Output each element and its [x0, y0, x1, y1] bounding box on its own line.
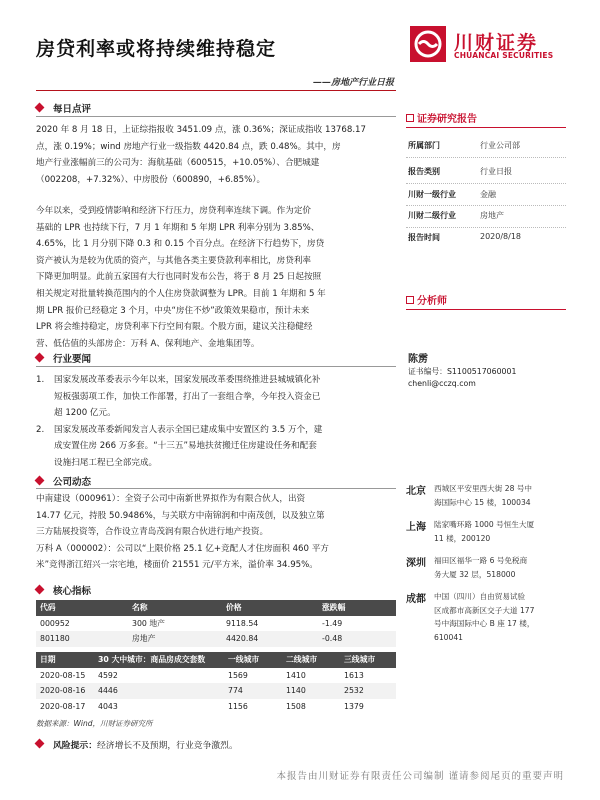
company-news-paragraph: 中南建设（000961）：全资子公司中南新世界拟作为有限合伙人，出资 14.77 亿元，持股 50.9486%，与关联方中南锦润和中南茂创，以及独立第 三方陆展投资等，合作设立青岛茂润有限合伙进行地产投资。 万科 A（000002）：公司以“上限价格 25.1 亿+竞配人才住房面积 460 平方 米”竞得浙江绍兴一宗宅地，楼面价 21551 元/平方米，溢价率 34.95%。	[36, 494, 329, 571]
chuancai-logo-icon	[410, 26, 446, 62]
data-source-note: 数据来源：Wind，川财证券研究所	[36, 719, 153, 728]
diamond-bullet-icon	[35, 353, 45, 363]
report-subtitle: ——房地产行业日报	[312, 78, 394, 88]
office-shenzhen: 深圳 福田区福华一路 6 号免税商 务大厦 32 层，518000	[406, 556, 528, 579]
section-heading-industry-news: 行业要闻	[36, 351, 91, 365]
section-divider	[36, 116, 396, 117]
transactions-table	[36, 652, 396, 714]
daily-review-paragraph-2: 今年以来，受到疫情影响和经济下行压力，房贷利率连续下调。作为定价 基础的 LPR 也持续下行，7 月 1 年期和 5 年期 LPR 利率分别为 3.85%、 4.65%，比 1 月分别下降 0.3 和 0.15 个百分点。在经济下行趋势下，房贷 资产被认为是较为优质的资产，与其他各类主要贷款利率相比，房贷利率 下降更加明显。此前五家国有大行也同时发布公告，将于 8 月 25 日起按照 相关规定对批量转换范围内的个人住房贷款调整为 LPR。目前 1 年期和 5 年 期 LPR 报价已经稳定 3 个月，中央“房住不炒”政策效果稳市，预计未来 LPR 将会维持稳定，房贷利率下行空间有限。个股方面，建议关注稳健经 营、低估值的头部房企：万科 A、保利地产、金地集团等。	[36, 206, 326, 349]
meta-row-industry-l1: 川财一级行业 金融	[408, 190, 496, 199]
table-row: 801180 房地产 4420.84 -0.48	[36, 631, 396, 647]
page-footer: 本报告由川财证券有限责任公司编制 谨请参阅尾页的重要声明	[276, 771, 564, 782]
logo-text-en: CHUANCAI SECURITIES	[454, 51, 554, 60]
report-title: 房贷利率或将持续维持稳定	[36, 38, 277, 60]
sidebar-divider	[406, 309, 566, 310]
table-row: 2020-08-15 4592 1569 1410 1613	[40, 670, 364, 680]
logo-text-cn: 川财证券	[454, 32, 539, 54]
analyst-email[interactable]: chenli@cczq.com	[408, 379, 476, 388]
company-logo	[410, 26, 570, 66]
table-row: 000952 300 地产 9118.54 -1.49	[40, 618, 343, 628]
diamond-bullet-icon	[35, 585, 45, 595]
section-divider	[36, 488, 396, 489]
sidebar-heading-analyst: 分析师	[406, 292, 447, 307]
square-bullet-icon	[406, 114, 414, 122]
risk-warning: 风险提示：经济增长不及预期，行业竞争激烈。	[36, 738, 238, 751]
industry-news-list	[36, 372, 392, 472]
section-heading-core-indicators: 核心指标	[36, 583, 91, 597]
office-beijing: 北京 西城区平安里西大街 28 号中 海国际中心 15 楼，100034	[406, 484, 533, 507]
meta-row-industry-l2: 川财二级行业 房地产	[408, 211, 504, 220]
table-row: 2020-08-16 4446 774 1140 2532	[36, 683, 396, 699]
sidebar-heading-report: 证券研究报告	[406, 110, 477, 125]
office-chengdu: 成都 中国（四川）自由贸易试验 区成都市高新区交子大道 177 号中海国际中心 B 座 17 楼， 610041	[406, 592, 535, 642]
index-table	[36, 600, 396, 647]
sidebar-divider	[406, 127, 566, 128]
office-shanghai: 上海 陆家嘴环路 1000 号恒生大厦 11 楼，200120	[406, 520, 535, 543]
section-heading-daily-review: 每日点评	[36, 101, 91, 115]
table-row: 2020-08-17 4043 1156 1508 1379	[40, 701, 364, 711]
meta-separator	[406, 183, 566, 184]
square-bullet-icon	[406, 296, 414, 304]
section-divider	[36, 366, 396, 367]
table-header-row: 代码 名称 价格 涨跌幅	[36, 600, 396, 616]
meta-row-report-date: 报告时间 2020/8/18	[408, 232, 522, 242]
diamond-bullet-icon	[35, 103, 45, 113]
list-item: 2. 国家发展改革委新闻发言人表示全国已建成集中安置区约 3.5 万个，建 成安置住房 266 万多套。“十三五”易地扶贫搬迁住房建设任务和配套 设施扫尾工程已全部完成。	[36, 424, 323, 468]
header-divider	[36, 90, 396, 91]
analyst-license: 证书编号：S1100517060001	[408, 367, 517, 376]
meta-row-department: 所属部门 行业公司部	[408, 141, 520, 150]
diamond-bullet-icon	[35, 739, 45, 749]
daily-review-paragraph-1: 2020 年 8 月 18 日，上证综指报收 3451.09 点，涨 0.36%；深证成指收 13768.17 点，涨 0.19%；wind 房地产行业一级指数 4420.84 点，跌 0.48%。其中，房 地产行业涨幅前三的公司为：海航基础（600515，+10.05%）、合肥城建 （002208，+7.32%）、中房股份（600890，+6.85%）。	[36, 125, 366, 185]
meta-separator	[406, 205, 566, 206]
table-header-row: 日期 30 大中城市：商品房成交套数 一线城市 二线城市 三线城市	[36, 652, 396, 668]
analyst-name: 陈雳	[408, 354, 428, 365]
list-item: 1. 国家发展改革委表示今年以来，国家发展改革委围绕推进县城城镇化补 短板强弱项工作，加快工作部署，打出了一套组合拳，今年投入资金已 超 1200 亿元。	[36, 375, 321, 419]
meta-row-report-type: 报告类别 行业日报	[408, 167, 512, 176]
diamond-bullet-icon	[35, 476, 45, 486]
section-heading-company-news: 公司动态	[36, 474, 91, 488]
meta-separator	[406, 227, 566, 228]
meta-separator	[406, 157, 566, 158]
